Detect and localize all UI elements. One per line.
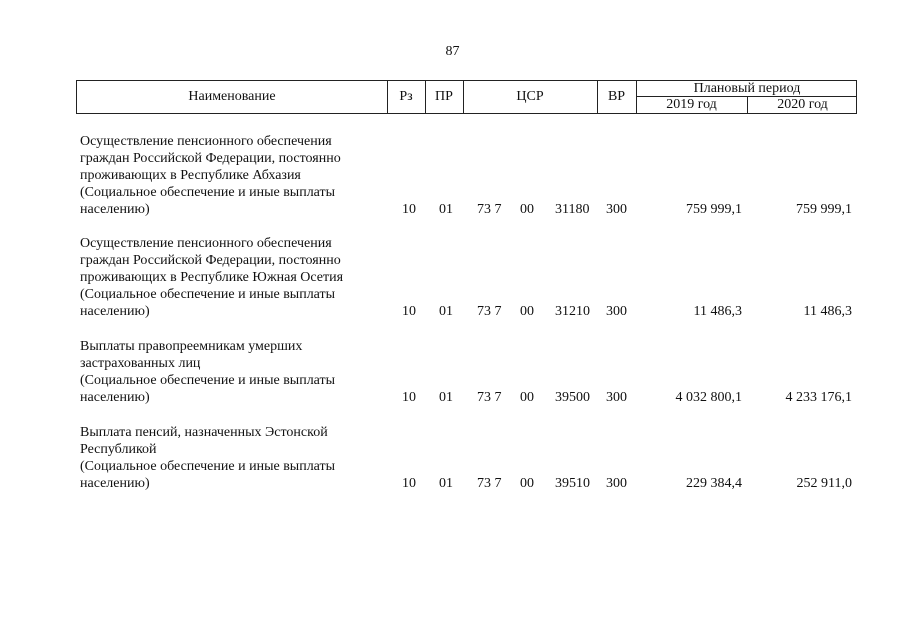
row-csr-direction: 31210 xyxy=(555,304,590,319)
row-name xyxy=(80,235,380,320)
row-name-line: Выплаты правопреемникам умерших xyxy=(80,339,303,354)
row-vr: 300 xyxy=(606,304,627,319)
row-name-line: Республикой xyxy=(80,442,157,457)
row-value-2019: 11 486,3 xyxy=(693,304,742,319)
row-csr-program: 73 7 xyxy=(477,202,502,217)
row-csr-program: 73 7 xyxy=(477,476,502,491)
row-value-2020: 759 999,1 xyxy=(796,202,852,217)
row-name-line: (Социальное обеспечение и иные выплаты xyxy=(80,185,336,200)
row-name-line: населению) xyxy=(80,476,150,491)
row-name-line: (Социальное обеспечение и иные выплаты xyxy=(80,373,336,388)
row-vr: 300 xyxy=(606,476,627,491)
row-rz: 10 xyxy=(402,202,416,217)
row-rz: 10 xyxy=(402,304,416,319)
row-csr-subprogram: 00 xyxy=(520,202,534,217)
row-csr-program: 73 7 xyxy=(477,304,502,319)
row-name-line: Выплата пенсий, назначенных Эстонской xyxy=(80,425,328,440)
row-name-line: населению) xyxy=(80,390,150,405)
row-name-line: Осуществление пенсионного обеспечения xyxy=(80,134,332,149)
row-name-line: (Социальное обеспечение и иные выплаты xyxy=(80,459,336,474)
row-name-line: проживающих в Республике Абхазия xyxy=(80,168,301,183)
row-value-2020: 4 233 176,1 xyxy=(785,390,852,405)
header-rz: Рз xyxy=(399,89,413,104)
row-value-2019: 759 999,1 xyxy=(686,202,742,217)
header-year-2019: 2019 год xyxy=(666,97,717,112)
row-name-line: (Социальное обеспечение и иные выплаты xyxy=(80,287,336,302)
row-name-line: граждан Российской Федерации, постоянно xyxy=(80,151,341,166)
row-pr: 01 xyxy=(439,304,453,319)
row-csr-program: 73 7 xyxy=(477,390,502,405)
row-name-line: проживающих в Республике Южная Осетия xyxy=(80,270,344,285)
row-rz: 10 xyxy=(402,390,416,405)
page-number: 87 xyxy=(445,44,460,59)
header-name: Наименование xyxy=(188,89,276,104)
row-name-line: Осуществление пенсионного обеспечения xyxy=(80,236,332,251)
header-pr: ПР xyxy=(435,89,453,104)
row-name-line: населению) xyxy=(80,304,150,319)
row-name xyxy=(80,133,380,218)
row-pr: 01 xyxy=(439,476,453,491)
row-rz: 10 xyxy=(402,476,416,491)
table-header xyxy=(76,80,857,114)
row-pr: 01 xyxy=(439,202,453,217)
row-name-line: граждан Российской Федерации, постоянно xyxy=(80,253,341,268)
row-csr-direction: 31180 xyxy=(555,202,590,217)
row-value-2020: 11 486,3 xyxy=(803,304,852,319)
row-name xyxy=(80,424,380,492)
row-value-2020: 252 911,0 xyxy=(796,476,852,491)
header-year-2020: 2020 год xyxy=(777,97,828,112)
row-pr: 01 xyxy=(439,390,453,405)
header-planning-period: Плановый период xyxy=(693,80,801,96)
row-vr: 300 xyxy=(606,202,627,217)
row-name-line: населению) xyxy=(80,202,150,217)
row-csr-direction: 39510 xyxy=(555,476,590,491)
row-csr-subprogram: 00 xyxy=(520,304,534,319)
row-name-line: застрахованных лиц xyxy=(80,356,201,371)
header-csr: ЦСР xyxy=(516,89,544,104)
row-csr-subprogram: 00 xyxy=(520,390,534,405)
row-value-2019: 4 032 800,1 xyxy=(675,390,742,405)
row-csr-direction: 39500 xyxy=(555,390,590,405)
row-value-2019: 229 384,4 xyxy=(686,476,742,491)
row-vr: 300 xyxy=(606,390,627,405)
row-name xyxy=(80,338,380,406)
row-csr-subprogram: 00 xyxy=(520,476,534,491)
header-vr: ВР xyxy=(607,89,626,104)
